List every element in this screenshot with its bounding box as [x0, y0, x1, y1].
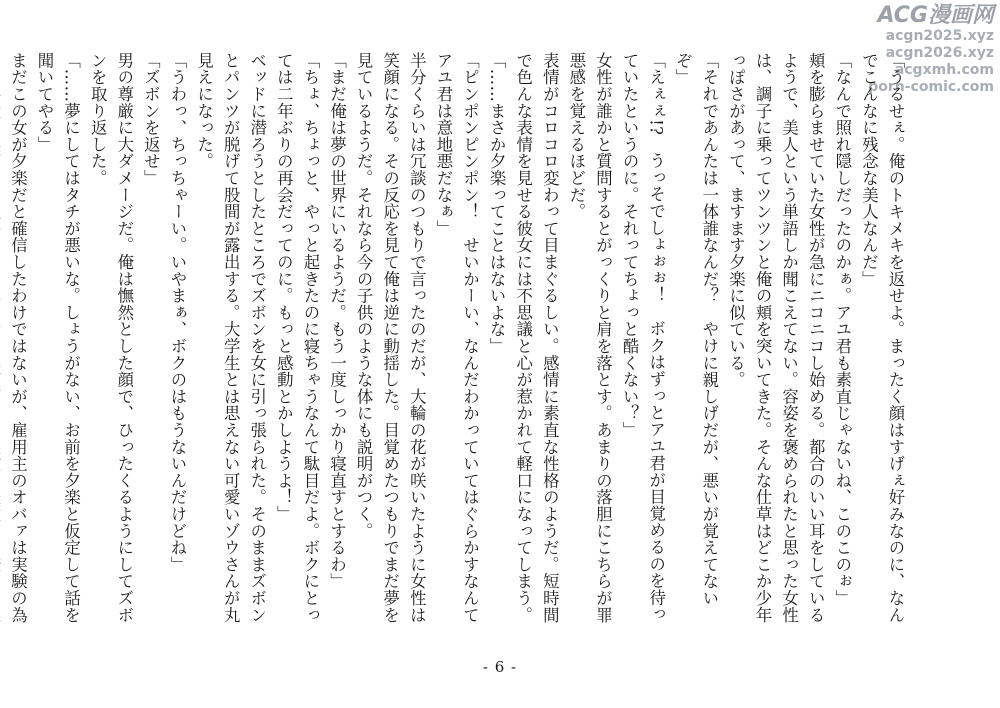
paragraph: 「ピンポンピンポン！ せいかーい、なんだわかっていてはぐらかすなんてアユ君は意地悪だなぁ」	[433, 52, 480, 624]
watermark-url: acgn2026.xyz	[885, 45, 994, 61]
paragraph: 「ズボンを返せ」	[141, 52, 161, 187]
paragraph: 「うるせぇ。俺のトキメキを返せよ。まったく顔はすげぇ好みなのに、なんでこんなに残念な美人なんだ」	[859, 52, 905, 624]
paragraph: 「ちょ、ちょっと、やっと起きたのに寝ちゃうなんて駄目だよ。ボクにとっては二年ぶりの再会だってのに。もっと感動とかしようよ！」	[274, 52, 320, 624]
paragraph: 「なんで照れ隠しだったのかぁ。アユ君も素直じゃないね、このこのぉ」	[832, 52, 852, 607]
watermark-url: acgn2025.xyz	[885, 28, 994, 44]
paragraph: 女性が誰かと質問するとがっくりと肩を落とす。あまりの落胆にこちらが罪悪感を覚えるほどだ。	[566, 52, 613, 624]
paragraph: 「それであんたは一体誰なんだ？ やけに親しげだが、悪いが覚えてないぞ」	[673, 52, 719, 607]
paragraph: 男の尊厳に大ダメージだ。俺は憮然とした顔で、ひったくるようにしてズボンを取り返した。	[88, 52, 134, 624]
watermark-url: acgxmh.com	[894, 62, 994, 78]
paragraph: 表情がコロコロ変わって目まぐるしい。感情に素直な性格のようだ。短時間で色んな表情を見せる彼女には不思議と心が惹かれて軽口になってしまう。	[513, 52, 560, 624]
watermark-url: porn-comic.com	[868, 79, 994, 95]
watermark-logo: ACG漫画网	[877, 3, 994, 28]
paragraph: まだこの女が夕楽だと確信したわけではないが、雇用主のオバァは実験の為	[8, 52, 28, 624]
paragraph: 「まだ俺は夢の世界にいるようだ。もう一度しっかり寝直すとするわ」	[327, 52, 347, 590]
page-number: - 6 -	[482, 658, 518, 676]
paragraph: 「うわっ、ちっちゃーい。いやまぁ、ボクのはもうないんだけどね」	[167, 52, 187, 573]
paragraph: 頬を膨らませていた女性が急にニコニコし始める。都合のいい耳をしているようで、美人という単語しか聞こえてない。容姿を褒められたと思った女性は、調子に乗ってツンツンと俺の頬を突いてきた。そんな仕草はどこか少年っぽさがあって、ますます夕楽に似ている。	[726, 52, 826, 624]
vertical-body-text	[8, 52, 908, 630]
paragraph: 「えぇぇ!? うっそでしょぉぉ！ ボクはずっとアユ君が目覚めるのを待っていたというのに。それってちょっと酷くない？」	[620, 52, 666, 623]
paragraph: 「……夢にしてはタチが悪いな。しょうがない、お前を夕楽と仮定して話を聞いてやる」	[35, 52, 81, 624]
paragraph: ベッドに潜ろうとしたところでズボンを女に引っ張られた。そのままズボンとパンツが脱げて股間が露出する。大学生とは思えない可愛いゾウさんが丸見えになった。	[194, 52, 267, 624]
paragraph: 半分くらいは冗談のつもりで言ったのだが、大輪の花が咲いたように女性は笑顔になる。その反応を見て俺は逆に動揺した。目覚めたつもりでまだ夢を見ているようだ。それなら今の子供のような体にも説明がつく。	[354, 52, 427, 624]
paragraph: 「……まさか夕楽ってことはないよな」	[487, 52, 507, 355]
